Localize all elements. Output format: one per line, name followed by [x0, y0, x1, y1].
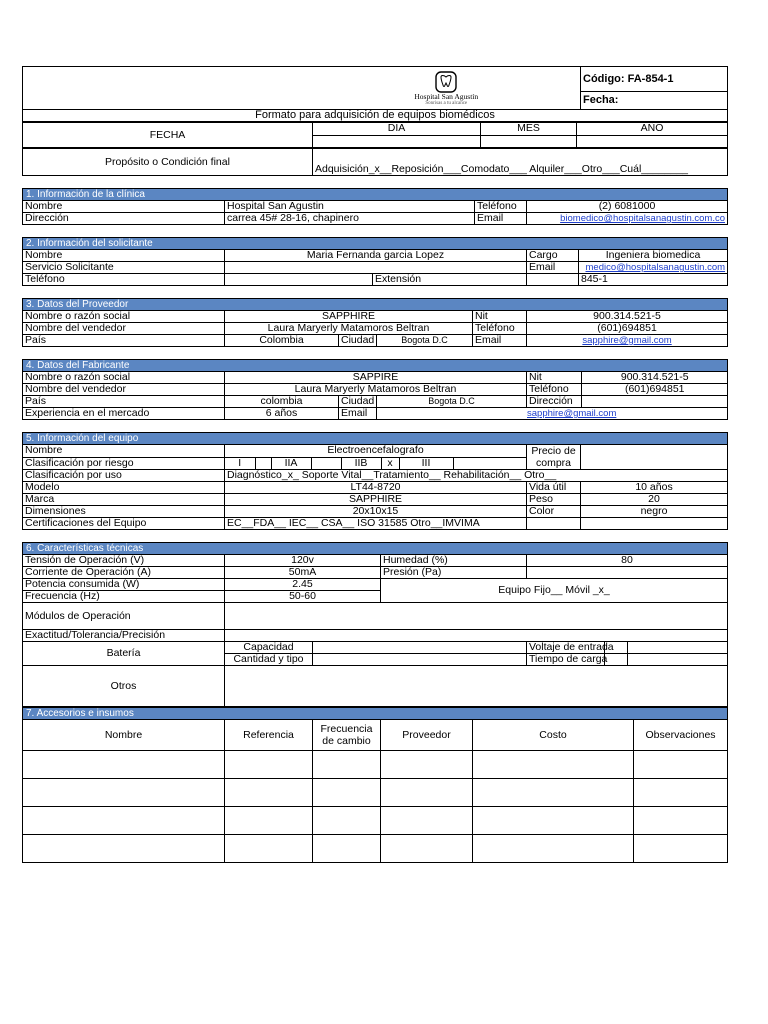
potencia-value[interactable]: 2.45: [225, 579, 381, 591]
fabricante-telefono-value[interactable]: (601)694851: [624, 383, 685, 395]
table-row: [23, 751, 728, 779]
servicio-label: Servicio Solicitante: [23, 262, 225, 274]
fabricante-email-label: Email: [339, 408, 377, 420]
clinica-direccion-label: Dirección: [23, 213, 225, 225]
proveedor-vendedor-value[interactable]: Laura Maryerly Matamoros Beltran: [225, 323, 473, 335]
proveedor-email-label: Email: [473, 335, 527, 347]
section-1-table: [22, 188, 728, 225]
accesorios-col-costo: Costo: [473, 720, 634, 751]
proveedor-ciudad-label: Ciudad: [339, 335, 377, 347]
extension-value[interactable]: 845-1: [579, 274, 728, 286]
otros-value[interactable]: [225, 666, 728, 707]
clinica-telefono-label: Teléfono: [475, 201, 527, 213]
corriente-value[interactable]: 50mA: [225, 567, 381, 579]
hospital-tagline: Sonrisas a tu alcance: [425, 101, 468, 106]
solicitante-email-link[interactable]: medico@hospitalsanagustin.com: [585, 262, 726, 273]
proveedor-telefono-value[interactable]: (601)694851: [527, 323, 728, 335]
proveedor-pais-label: País: [23, 335, 225, 347]
clinica-email-label: Email: [475, 213, 527, 225]
vida-value[interactable]: 10 años: [581, 482, 728, 494]
modelo-label: Modelo: [23, 482, 225, 494]
proveedor-ciudad-value[interactable]: Bogota D.C: [377, 335, 473, 347]
servicio-value[interactable]: [225, 262, 527, 274]
peso-value[interactable]: 20: [581, 494, 728, 506]
bateria-label: Batería: [23, 642, 225, 666]
clinica-direccion-value[interactable]: carrea 45# 28-16, chapinero: [225, 213, 475, 225]
fabricante-direccion-label: Dirección: [527, 396, 581, 407]
color-value[interactable]: negro: [581, 506, 728, 518]
vida-label: Vida útil: [527, 482, 581, 494]
equipo-fijo-movil[interactable]: Equipo Fijo__ Móvil _x_: [381, 579, 728, 603]
riesgo-iii[interactable]: III: [399, 458, 453, 469]
modulos-label: Módulos de Operación: [23, 603, 225, 630]
presion-value[interactable]: [527, 567, 728, 579]
riesgo-i[interactable]: I: [225, 458, 255, 469]
riesgo-iia[interactable]: IIA: [271, 458, 311, 469]
proveedor-razon-value[interactable]: SAPPHIRE: [225, 311, 473, 323]
exactitud-label: Exactitud/Tolerancia/Precisión: [23, 630, 225, 642]
fecha-col-label: FECHA: [23, 123, 313, 148]
mes-label: MES: [481, 123, 577, 136]
modelo-value[interactable]: LT44-8720: [225, 482, 527, 494]
codigo-label: Código:: [583, 72, 625, 85]
riesgo-grid: [225, 458, 527, 469]
voltaje-value[interactable]: [627, 642, 727, 653]
section-6-title: 6. Características técnicas: [23, 543, 728, 555]
experiencia-label: Experiencia en el mercado: [23, 408, 225, 420]
frecuencia-label: Frecuencia (Hz): [23, 591, 225, 603]
dimensiones-label: Dimensiones: [23, 506, 225, 518]
corriente-label: Corriente de Operación (A): [23, 567, 225, 579]
proposito-table: [22, 148, 728, 176]
solicitante-cargo-label: Cargo: [527, 250, 579, 262]
fabricante-telefono-label: Teléfono: [527, 384, 581, 395]
peso-label: Peso: [527, 494, 581, 506]
fabricante-pais-label: País: [23, 396, 225, 408]
form-title: Formato para adquisición de equipos biomédicos: [23, 110, 728, 122]
hospital-logo: [313, 67, 581, 110]
exactitud-value[interactable]: [225, 630, 728, 642]
section-4-table: [22, 359, 728, 420]
solicitante-telefono-label: Teléfono: [23, 274, 225, 286]
codigo-cell: [581, 67, 728, 92]
proveedor-vendedor-label: Nombre del vendedor: [23, 323, 225, 335]
solicitante-email-label: Email: [527, 262, 579, 274]
color-label: Color: [527, 506, 581, 518]
solicitante-cargo-value[interactable]: Ingeniera biomedica: [579, 250, 728, 262]
form-sheet: [22, 66, 727, 863]
header-table: [22, 66, 728, 122]
accesorios-col-proveedor: Proveedor: [381, 720, 473, 751]
tension-label: Tensión de Operación (V): [23, 555, 225, 567]
precio-value[interactable]: [581, 445, 728, 470]
otros-label: Otros: [23, 666, 225, 707]
section-7-title: 7. Accesorios e insumos: [23, 708, 728, 720]
clinica-nombre-value[interactable]: Hospital San Agustin: [225, 201, 475, 213]
accesorios-col-frecuencia: Frecuencia de cambio: [313, 720, 381, 751]
section-5-title: 5. Información del equipo: [23, 433, 728, 445]
precio-label-line2: compra: [535, 457, 571, 469]
dia-label: DIA: [313, 123, 481, 136]
fecha-header-cell: [581, 92, 728, 110]
section-7-table: [22, 707, 728, 863]
fabricante-vendedor-value[interactable]: Laura Maryerly Matamoros Beltran: [225, 384, 527, 396]
extension-label: Extensión: [373, 274, 527, 286]
ano-value[interactable]: [577, 135, 728, 148]
marca-label: Marca: [23, 494, 225, 506]
cert-label: Certificaciones del Equipo: [23, 518, 225, 530]
cantidad-label: Cantidad y tipo: [225, 654, 313, 666]
proposito-value[interactable]: Adquisición_x__Reposición___Comodato___ Alquiler___Otro___Cuál________: [313, 149, 728, 176]
solicitante-nombre-value[interactable]: Maria Fernanda garcia Lopez: [225, 250, 527, 262]
section-4-title: 4. Datos del Fabricante: [23, 360, 728, 372]
capacidad-value[interactable]: [313, 642, 527, 654]
section-2-title: 2. Información del solicitante: [23, 238, 728, 250]
precio-label: [527, 445, 581, 470]
section-1-title: 1. Información de la clínica: [23, 189, 728, 201]
section-3-table: [22, 298, 728, 347]
tooth-logo-icon: [435, 71, 457, 93]
section-5-table: [22, 432, 728, 530]
precio-label-line1: Precio de: [531, 445, 576, 457]
cert-value[interactable]: EC__FDA__ IEC__ CSA__ ISO 31585 Otro__IMVIMA: [225, 518, 527, 530]
tiempo-label: Tiempo de carga: [527, 654, 605, 666]
dia-value[interactable]: [313, 135, 481, 148]
tension-value[interactable]: 120v: [225, 555, 381, 567]
tiempo-value[interactable]: [627, 654, 727, 665]
section-6-table: [22, 542, 728, 707]
fabricante-ciudad-value[interactable]: Bogota D.C: [377, 396, 527, 408]
section-3-title: 3. Datos del Proveedor: [23, 299, 728, 311]
riesgo-iib[interactable]: IIB: [341, 458, 381, 469]
proveedor-nit-value[interactable]: 900.314.521-5: [527, 311, 728, 323]
riesgo-mark[interactable]: x: [381, 458, 399, 469]
fecha-table: [22, 122, 728, 148]
humedad-value[interactable]: 80: [527, 555, 728, 567]
proveedor-pais-value[interactable]: Colombia: [225, 335, 339, 347]
proveedor-telefono-label: Teléfono: [473, 323, 527, 335]
table-row: [23, 779, 728, 807]
clinica-nombre-label: Nombre: [23, 201, 225, 213]
voltaje-label: Voltaje de entrada: [527, 642, 605, 654]
clinica-telefono-value[interactable]: (2) 6081000: [527, 201, 728, 213]
fecha-label: Fecha:: [583, 94, 619, 106]
clinica-email-link[interactable]: biomedico@hospitalsanagustin.com.co: [560, 213, 726, 224]
fabricante-razon-label: Nombre o razón social: [23, 372, 225, 384]
proveedor-nit-label: Nit: [473, 311, 527, 323]
accesorios-col-referencia: Referencia: [225, 720, 313, 751]
humedad-label: Humedad (%): [381, 555, 527, 567]
uso-label: Clasificación por uso: [23, 470, 225, 482]
fabricante-razon-value[interactable]: SAPPIRE: [225, 372, 527, 384]
potencia-label: Potencia consumida (W): [23, 579, 225, 591]
accesorios-col-nombre: Nombre: [23, 720, 225, 751]
presion-label: Presión (Pa): [381, 567, 527, 579]
dimensiones-value[interactable]: 20x10x15: [225, 506, 527, 518]
equipo-nombre-label: Nombre: [23, 445, 225, 458]
marca-value[interactable]: SAPPHIRE: [225, 494, 527, 506]
solicitante-nombre-label: Nombre: [23, 250, 225, 262]
proposito-label: Propósito o Condición final: [23, 149, 313, 176]
fabricante-pais-value[interactable]: colombia: [225, 396, 339, 408]
table-row: [23, 835, 728, 863]
solicitante-telefono-value[interactable]: [225, 274, 373, 286]
hospital-name: Hospital San Agustín: [414, 92, 479, 101]
mes-value[interactable]: [481, 135, 577, 148]
modulos-value[interactable]: [225, 603, 728, 630]
experiencia-value[interactable]: 6 años: [225, 408, 339, 420]
uso-value[interactable]: Diagnóstico_x_ Soporte Vital__Tratamiento__ Rehabilitación__ Otro__: [225, 470, 581, 482]
codigo-value: FA-854-1: [627, 72, 674, 85]
fabricante-ciudad-label: Ciudad: [339, 396, 377, 408]
fabricante-vendedor-label: Nombre del vendedor: [23, 384, 225, 396]
table-row: [23, 807, 728, 835]
equipo-nombre-value[interactable]: Electroencefalografo: [225, 445, 527, 458]
fabricante-email-link[interactable]: sapphire@gmail.com: [527, 408, 617, 419]
section-2-table: [22, 237, 728, 286]
cantidad-value[interactable]: [313, 654, 527, 666]
proveedor-email-link[interactable]: sapphire@gmail.com: [582, 335, 672, 346]
accesorios-col-observaciones: Observaciones: [634, 720, 728, 751]
ano-label: AÑO: [577, 123, 728, 136]
frecuencia-value[interactable]: 50-60: [225, 591, 381, 603]
fabricante-nit-label: Nit: [527, 372, 581, 383]
proveedor-razon-label: Nombre o razón social: [23, 311, 225, 323]
fabricante-direccion-value[interactable]: [581, 396, 728, 407]
riesgo-label: Clasificación por riesgo: [23, 457, 225, 470]
fabricante-nit-value[interactable]: 900.314.521-5: [620, 371, 689, 383]
capacidad-label: Capacidad: [225, 642, 313, 654]
